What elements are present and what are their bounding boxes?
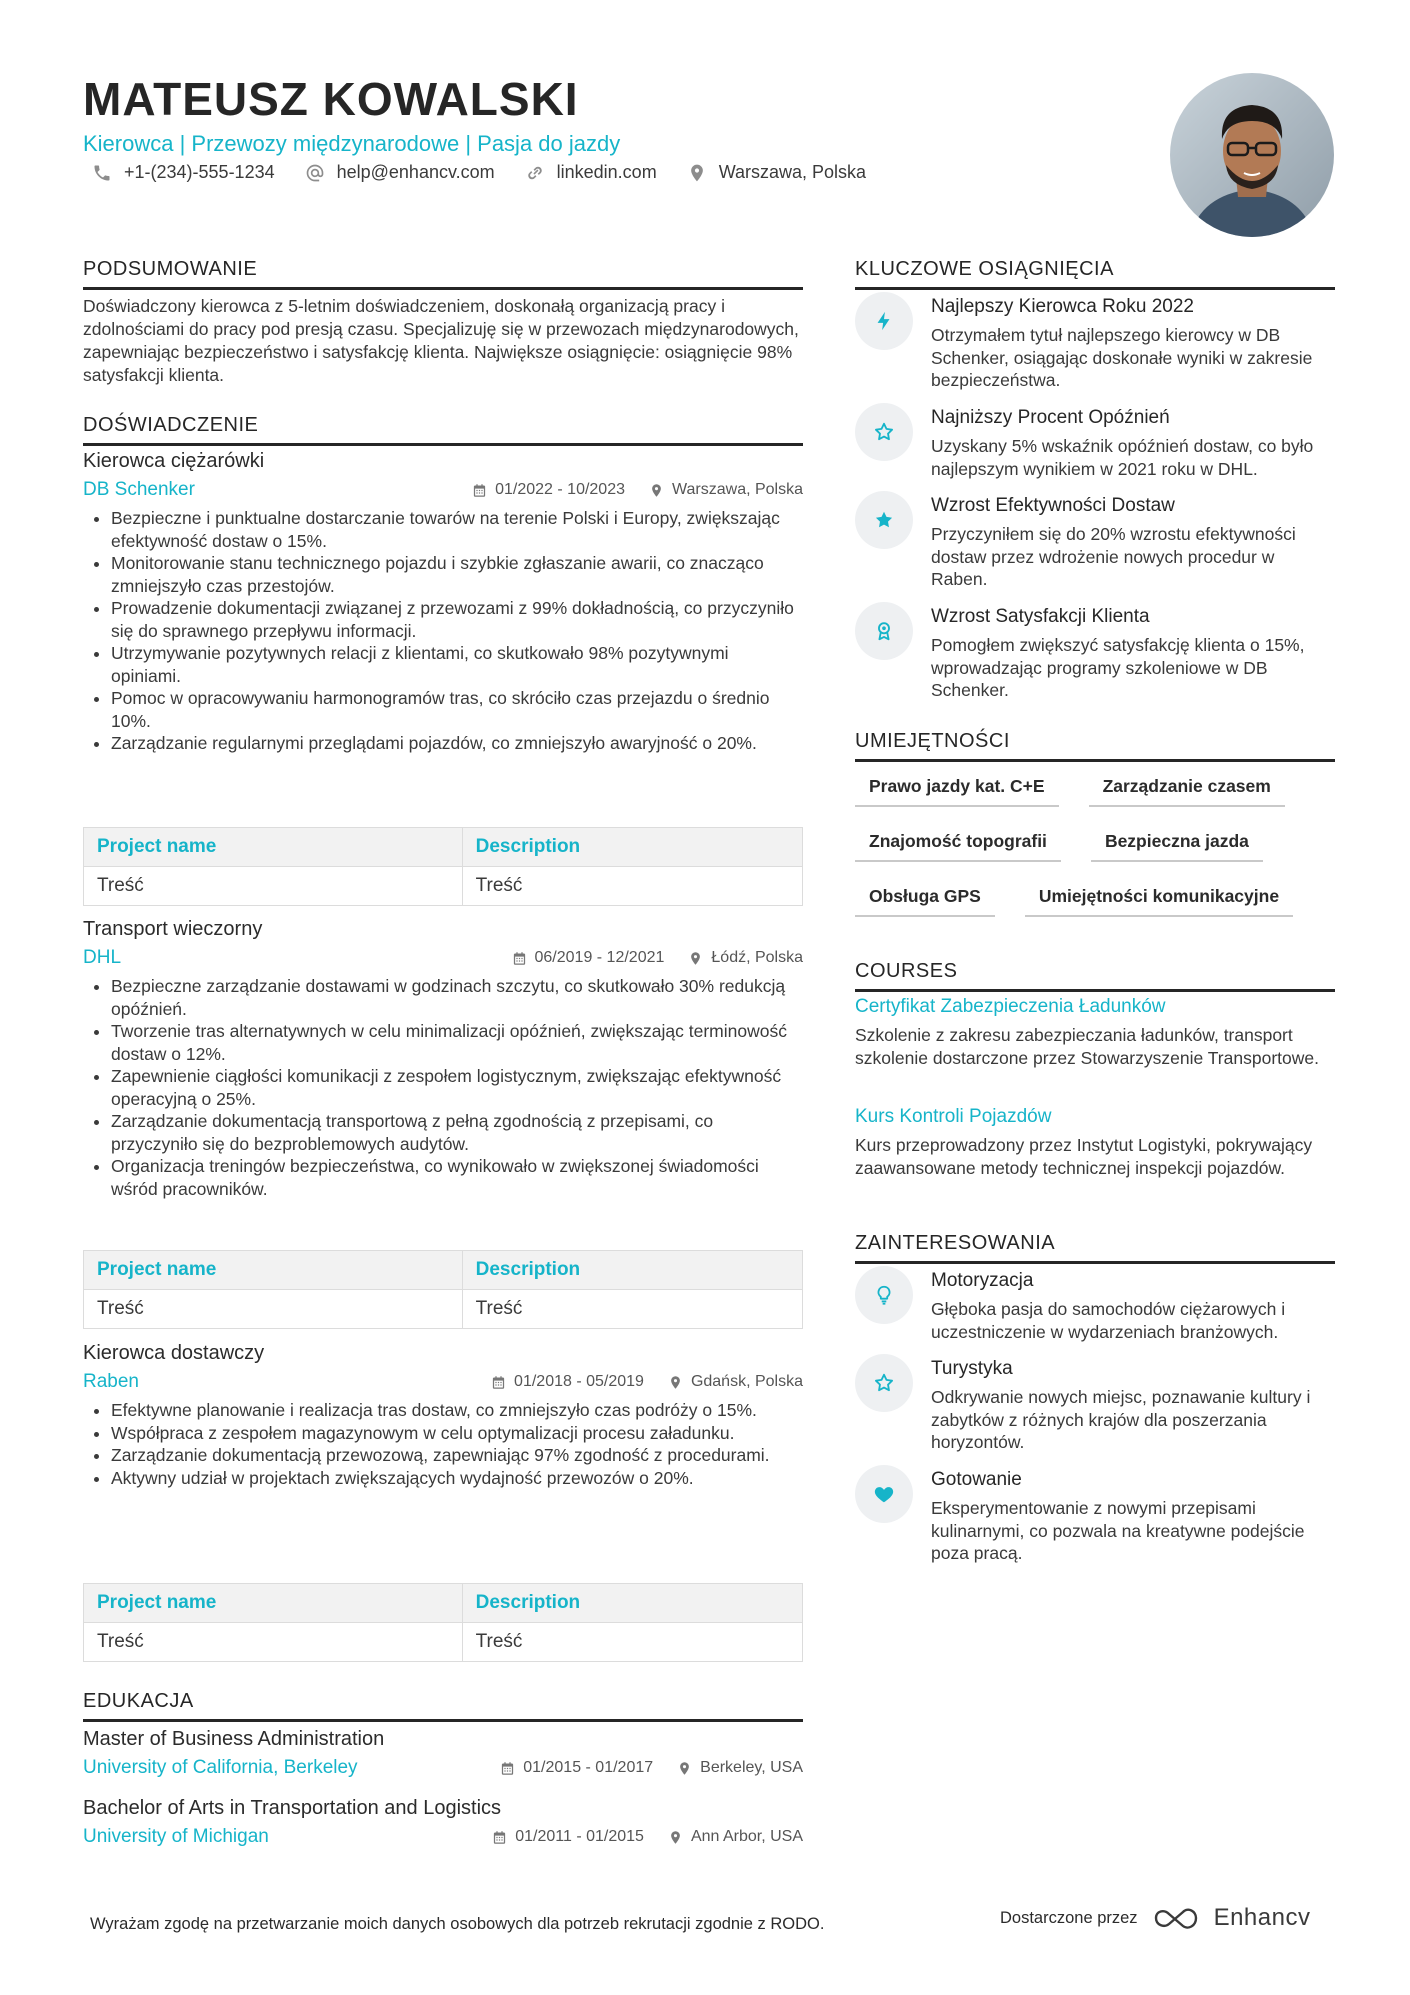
- course-item: [855, 1106, 1335, 1179]
- job-location: [668, 1373, 803, 1391]
- job-entry: [83, 918, 803, 1200]
- achievement-title: Wzrost Satysfakcji Klienta: [931, 606, 1150, 627]
- project-description-cell: Treść: [462, 867, 802, 906]
- location-pin-icon: [649, 483, 664, 498]
- job-entry: [83, 450, 803, 755]
- achievements-heading: KLUCZOWE OSIĄGNIĘCIA: [855, 258, 1335, 290]
- contact-location: [687, 162, 866, 183]
- project-description-header: Description: [462, 828, 802, 867]
- lightning-icon: [873, 310, 895, 332]
- location-pin-icon: [668, 1830, 683, 1845]
- job-bullet: • Tworzenie tras alternatywnych w celu minimalizacji opóźnień, zwiększając terminowość dostaw o 12%.: [111, 1020, 803, 1065]
- provided-by-label: Dostarczone przez: [1000, 1908, 1138, 1927]
- lightbulb-icon: [873, 1284, 895, 1306]
- contact-email[interactable]: [305, 162, 495, 183]
- job-meta-right: [472, 481, 803, 499]
- achievement-item: [855, 292, 1335, 392]
- achievement-icon-wrap: [855, 292, 913, 350]
- job-entry: [83, 1342, 803, 1489]
- project-name-header: Project name: [84, 828, 463, 867]
- project-description-cell: Treść: [462, 1290, 802, 1329]
- job-bullets: [83, 507, 803, 755]
- interest-title: Gotowanie: [931, 1469, 1022, 1490]
- location-text: Warszawa, Polska: [718, 162, 867, 182]
- achievement-description: Otrzymałem tytuł najlepszego kierowcy w DB Schenker, osiągając doskonałe wyniki w zakresie bezpieczeństwa.: [931, 325, 1313, 390]
- courses-heading: COURSES: [855, 960, 1335, 992]
- summary-heading: PODSUMOWANIE: [83, 258, 803, 290]
- project-table: [83, 827, 803, 906]
- skill-tag: Prawo jazdy kat. C+E: [855, 772, 1059, 807]
- interest-item: [855, 1465, 1335, 1565]
- project-description-cell: Treść: [462, 1623, 802, 1662]
- project-description-header: Description: [462, 1251, 802, 1290]
- interest-title: Motoryzacja: [931, 1270, 1034, 1291]
- job-dates-text: 01/2018 - 05/2019: [514, 1373, 644, 1390]
- project-description-header: Description: [462, 1584, 802, 1623]
- achievement-title: Najniższy Procent Opóźnień: [931, 407, 1170, 428]
- location-pin-icon: [677, 1761, 692, 1776]
- education-school: University of Michigan: [83, 1826, 269, 1847]
- profile-photo: [1170, 73, 1334, 237]
- calendar-icon: [512, 951, 527, 966]
- job-location-text: Gdańsk, Polska: [690, 1373, 803, 1390]
- job-company: DB Schenker: [83, 479, 195, 500]
- education-degree: Bachelor of Arts in Transportation and Logistics: [83, 1797, 502, 1819]
- achievement-icon-wrap: [855, 491, 913, 549]
- interest-description: Głęboka pasja do samochodów ciężarowych i uczestniczenie w wydarzeniach branżowych.: [931, 1299, 1286, 1342]
- achievement-item: [855, 491, 1335, 591]
- job-bullet: • Zapewnienie ciągłości komunikacji z zespołem logistycznym, zwiększając efektywność operacyjną o 25%.: [111, 1065, 803, 1110]
- job-location: [649, 481, 803, 499]
- calendar-icon: [500, 1761, 515, 1776]
- location-pin-icon: [688, 951, 703, 966]
- candidate-tagline: Kierowca | Przewozy międzynarodowe | Pasja do jazdy: [83, 131, 621, 156]
- phone-icon: [92, 163, 112, 183]
- job-bullet: • Organizacja treningów bezpieczeństwa, co wynikowało w zwiększonej świadomości wśród pracowników.: [111, 1155, 803, 1200]
- skills-heading: UMIEJĘTNOŚCI: [855, 730, 1335, 762]
- education-school: University of California, Berkeley: [83, 1757, 358, 1778]
- provider-credit: [1000, 1904, 1310, 1932]
- job-bullet: • Efektywne planowanie i realizacja tras dostaw, co zmniejszyło czas podróży o 15%.: [111, 1399, 803, 1422]
- job-bullets: [83, 1399, 803, 1489]
- course-title: Certyfikat Zabezpieczenia Ładunków: [855, 996, 1166, 1017]
- job-bullet: • Zarządzanie dokumentacją transportową z pełną zgodnością z przepisami, co przyczyniło się do bezproblemowych audytów.: [111, 1110, 803, 1155]
- job-location: [688, 949, 803, 967]
- project-name-cell: Treść: [84, 1623, 463, 1662]
- interest-description: Odkrywanie nowych miejsc, poznawanie kultury i zabytków z różnych krajów dla poszerzania horyzontów.: [931, 1387, 1311, 1452]
- interest-icon-wrap: [855, 1266, 913, 1324]
- link-icon: [525, 163, 545, 183]
- skill-tag: Znajomość topografii: [855, 827, 1061, 862]
- location-pin-icon: [668, 1375, 683, 1390]
- award-icon: [873, 620, 895, 642]
- education-entry: [83, 1728, 803, 1779]
- job-bullet: • Monitorowanie stanu technicznego pojazdu i szybkie zgłaszanie awarii, co znacząco zmniejszyło czas przestojów.: [111, 552, 803, 597]
- phone-text: +1-(234)-555-1234: [124, 162, 275, 182]
- linkedin-text[interactable]: linkedin.com: [556, 162, 657, 182]
- skill-tag: Umiejętności komunikacyjne: [1025, 882, 1293, 917]
- interest-icon-wrap: [855, 1465, 913, 1523]
- education-heading: EDUKACJA: [83, 1690, 803, 1722]
- job-dates: [491, 1373, 644, 1391]
- education-location: [677, 1759, 803, 1777]
- calendar-icon: [492, 1830, 507, 1845]
- job-title: Kierowca dostawczy: [83, 1342, 265, 1364]
- at-icon: [305, 163, 325, 183]
- job-bullets: [83, 975, 803, 1200]
- education-meta-right: [492, 1828, 803, 1846]
- contact-row: [92, 162, 866, 183]
- job-title: Kierowca ciężarówki: [83, 450, 265, 472]
- skill-tag: Zarządzanie czasem: [1089, 772, 1285, 807]
- interest-icon-wrap: [855, 1354, 913, 1412]
- skills-list: [855, 772, 1335, 917]
- contact-linkedin[interactable]: [525, 162, 657, 183]
- achievement-description: Uzyskany 5% wskaźnik opóźnień dostaw, co było najlepszym wynikiem w 2021 roku w DHL.: [931, 436, 1314, 479]
- education-meta: [83, 1826, 803, 1848]
- job-location-text: Warszawa, Polska: [672, 481, 803, 498]
- education-dates-text: 01/2011 - 01/2015: [515, 1828, 644, 1845]
- achievement-item: [855, 403, 1335, 480]
- candidate-name: MATEUSZ KOWALSKI: [83, 73, 579, 125]
- job-dates-text: 01/2022 - 10/2023: [495, 481, 625, 498]
- job-dates: [512, 949, 665, 967]
- achievement-icon-wrap: [855, 602, 913, 660]
- project-name-header: Project name: [84, 1251, 463, 1290]
- interest-item: [855, 1266, 1335, 1343]
- job-meta: [83, 947, 803, 969]
- achievement-icon-wrap: [855, 403, 913, 461]
- education-entry: [83, 1797, 803, 1848]
- job-bullet: • Aktywny udział w projektach zwiększających wydajność przewozów o 20%.: [111, 1467, 803, 1490]
- job-dates: [472, 481, 625, 499]
- education-location: [668, 1828, 803, 1846]
- education-dates: [492, 1828, 644, 1846]
- education-location-text: Ann Arbor, USA: [690, 1828, 803, 1845]
- education-meta-right: [500, 1759, 803, 1777]
- skill-tag: Obsługa GPS: [855, 882, 995, 917]
- job-company: DHL: [83, 947, 122, 968]
- achievement-description: Pomogłem zwiększyć satysfakcję klienta o 15%, wprowadzając programy szkoleniowe w DB Schenker.: [931, 635, 1305, 700]
- education-dates: [500, 1759, 653, 1777]
- project-name-cell: Treść: [84, 867, 463, 906]
- job-company: Raben: [83, 1371, 139, 1392]
- job-bullet: • Bezpieczne i punktualne dostarczanie towarów na terenie Polski i Europy, zwiększając efektywność dostaw o 15%.: [111, 507, 803, 552]
- job-bullet: • Bezpieczne zarządzanie dostawami w godzinach szczytu, co skutkowało 30% redukcją opóźnień.: [111, 975, 803, 1020]
- location-pin-icon: [687, 163, 707, 183]
- job-title: Transport wieczorny: [83, 918, 263, 940]
- job-location-text: Łódź, Polska: [711, 949, 803, 966]
- heart-icon: [873, 1483, 895, 1505]
- achievement-title: Najlepszy Kierowca Roku 2022: [931, 296, 1194, 317]
- project-name-header: Project name: [84, 1584, 463, 1623]
- enhancv-brand: Enhancv: [1213, 1904, 1311, 1931]
- enhancv-logo-icon: [1152, 1905, 1200, 1931]
- job-bullet: • Pomoc w opracowywaniu harmonogramów tras, co skróciło czas przejazdu o średnio 10%.: [111, 687, 803, 732]
- education-dates-text: 01/2015 - 01/2017: [523, 1759, 654, 1776]
- interest-title: Turystyka: [931, 1358, 1013, 1379]
- contact-phone: [92, 162, 275, 183]
- project-name-cell: Treść: [84, 1290, 463, 1329]
- summary-text: Doświadczony kierowca z 5-letnim doświadczeniem, doskonałą organizacją pracy i zdolnościami do pracy pod presją czasu. Specjalizuję się w przewozach międzynarodowych, zapewniając bezpieczeństwo i satysfakcję klienta. Największe osiągnięcie: osiągnięcie 98% satysfakcji klienta.: [83, 296, 799, 385]
- job-meta: [83, 479, 803, 501]
- job-bullet: • Utrzymywanie pozytywnych relacji z klientami, co skutkowało 98% pozytywnymi opiniami.: [111, 642, 803, 687]
- job-bullet: • Zarządzanie dokumentacją przewozową, zapewniając 97% zgodność z procedurami.: [111, 1444, 803, 1467]
- course-title: Kurs Kontroli Pojazdów: [855, 1106, 1052, 1127]
- course-description: Szkolenie z zakresu zabezpieczania ładunków, transport szkolenie dostarczone przez Stowarzyszenie Transportowe.: [855, 1025, 1319, 1068]
- project-table: [83, 1583, 803, 1662]
- job-dates-text: 06/2019 - 12/2021: [534, 949, 665, 966]
- calendar-icon: [472, 483, 487, 498]
- job-meta-right: [491, 1373, 803, 1391]
- achievement-title: Wzrost Efektywności Dostaw: [931, 495, 1175, 516]
- star-outline-icon: [873, 421, 895, 443]
- job-bullet: • Współpraca z zespołem magazynowym w celu optymalizacji procesu załadunku.: [111, 1422, 803, 1445]
- job-meta: [83, 1371, 803, 1393]
- education-degree: Master of Business Administration: [83, 1728, 385, 1750]
- star-filled-icon: [873, 509, 895, 531]
- job-bullet: • Zarządzanie regularnymi przeglądami pojazdów, co zmniejszyło awaryjność o 20%.: [111, 732, 803, 755]
- experience-heading: DOŚWIADCZENIE: [83, 414, 803, 446]
- education-location-text: Berkeley, USA: [700, 1759, 803, 1776]
- achievement-item: [855, 602, 1335, 702]
- job-meta-right: [512, 949, 804, 967]
- email-text[interactable]: help@enhancv.com: [336, 162, 495, 182]
- education-meta: [83, 1757, 803, 1779]
- gdpr-consent: Wyrażam zgodę na przetwarzanie moich danych osobowych dla potrzeb rekrutacji zgodnie z RODO.: [90, 1915, 825, 1933]
- skill-tag: Bezpieczna jazda: [1091, 827, 1263, 862]
- course-description: Kurs przeprowadzony przez Instytut Logistyki, pokrywający zaawansowane metody technicznej inspekcji pojazdów.: [855, 1135, 1313, 1178]
- achievement-description: Przyczyniłem się do 20% wzrostu efektywności dostaw przez wdrożenie nowych procedur w Raben.: [931, 524, 1296, 589]
- interest-item: [855, 1354, 1335, 1454]
- calendar-icon: [491, 1375, 506, 1390]
- project-table: [83, 1250, 803, 1329]
- interest-description: Eksperymentowanie z nowymi przepisami kulinarnymi, co pozwala na kreatywne podejście poza pracą.: [931, 1498, 1305, 1563]
- interests-heading: ZAINTERESOWANIA: [855, 1232, 1335, 1264]
- job-bullet: • Prowadzenie dokumentacji związanej z przewozami z 99% dokładnością, co przyczyniło się do sprawnego przepływu informacji.: [111, 597, 803, 642]
- star-outline-icon: [873, 1372, 895, 1394]
- course-item: [855, 996, 1335, 1069]
